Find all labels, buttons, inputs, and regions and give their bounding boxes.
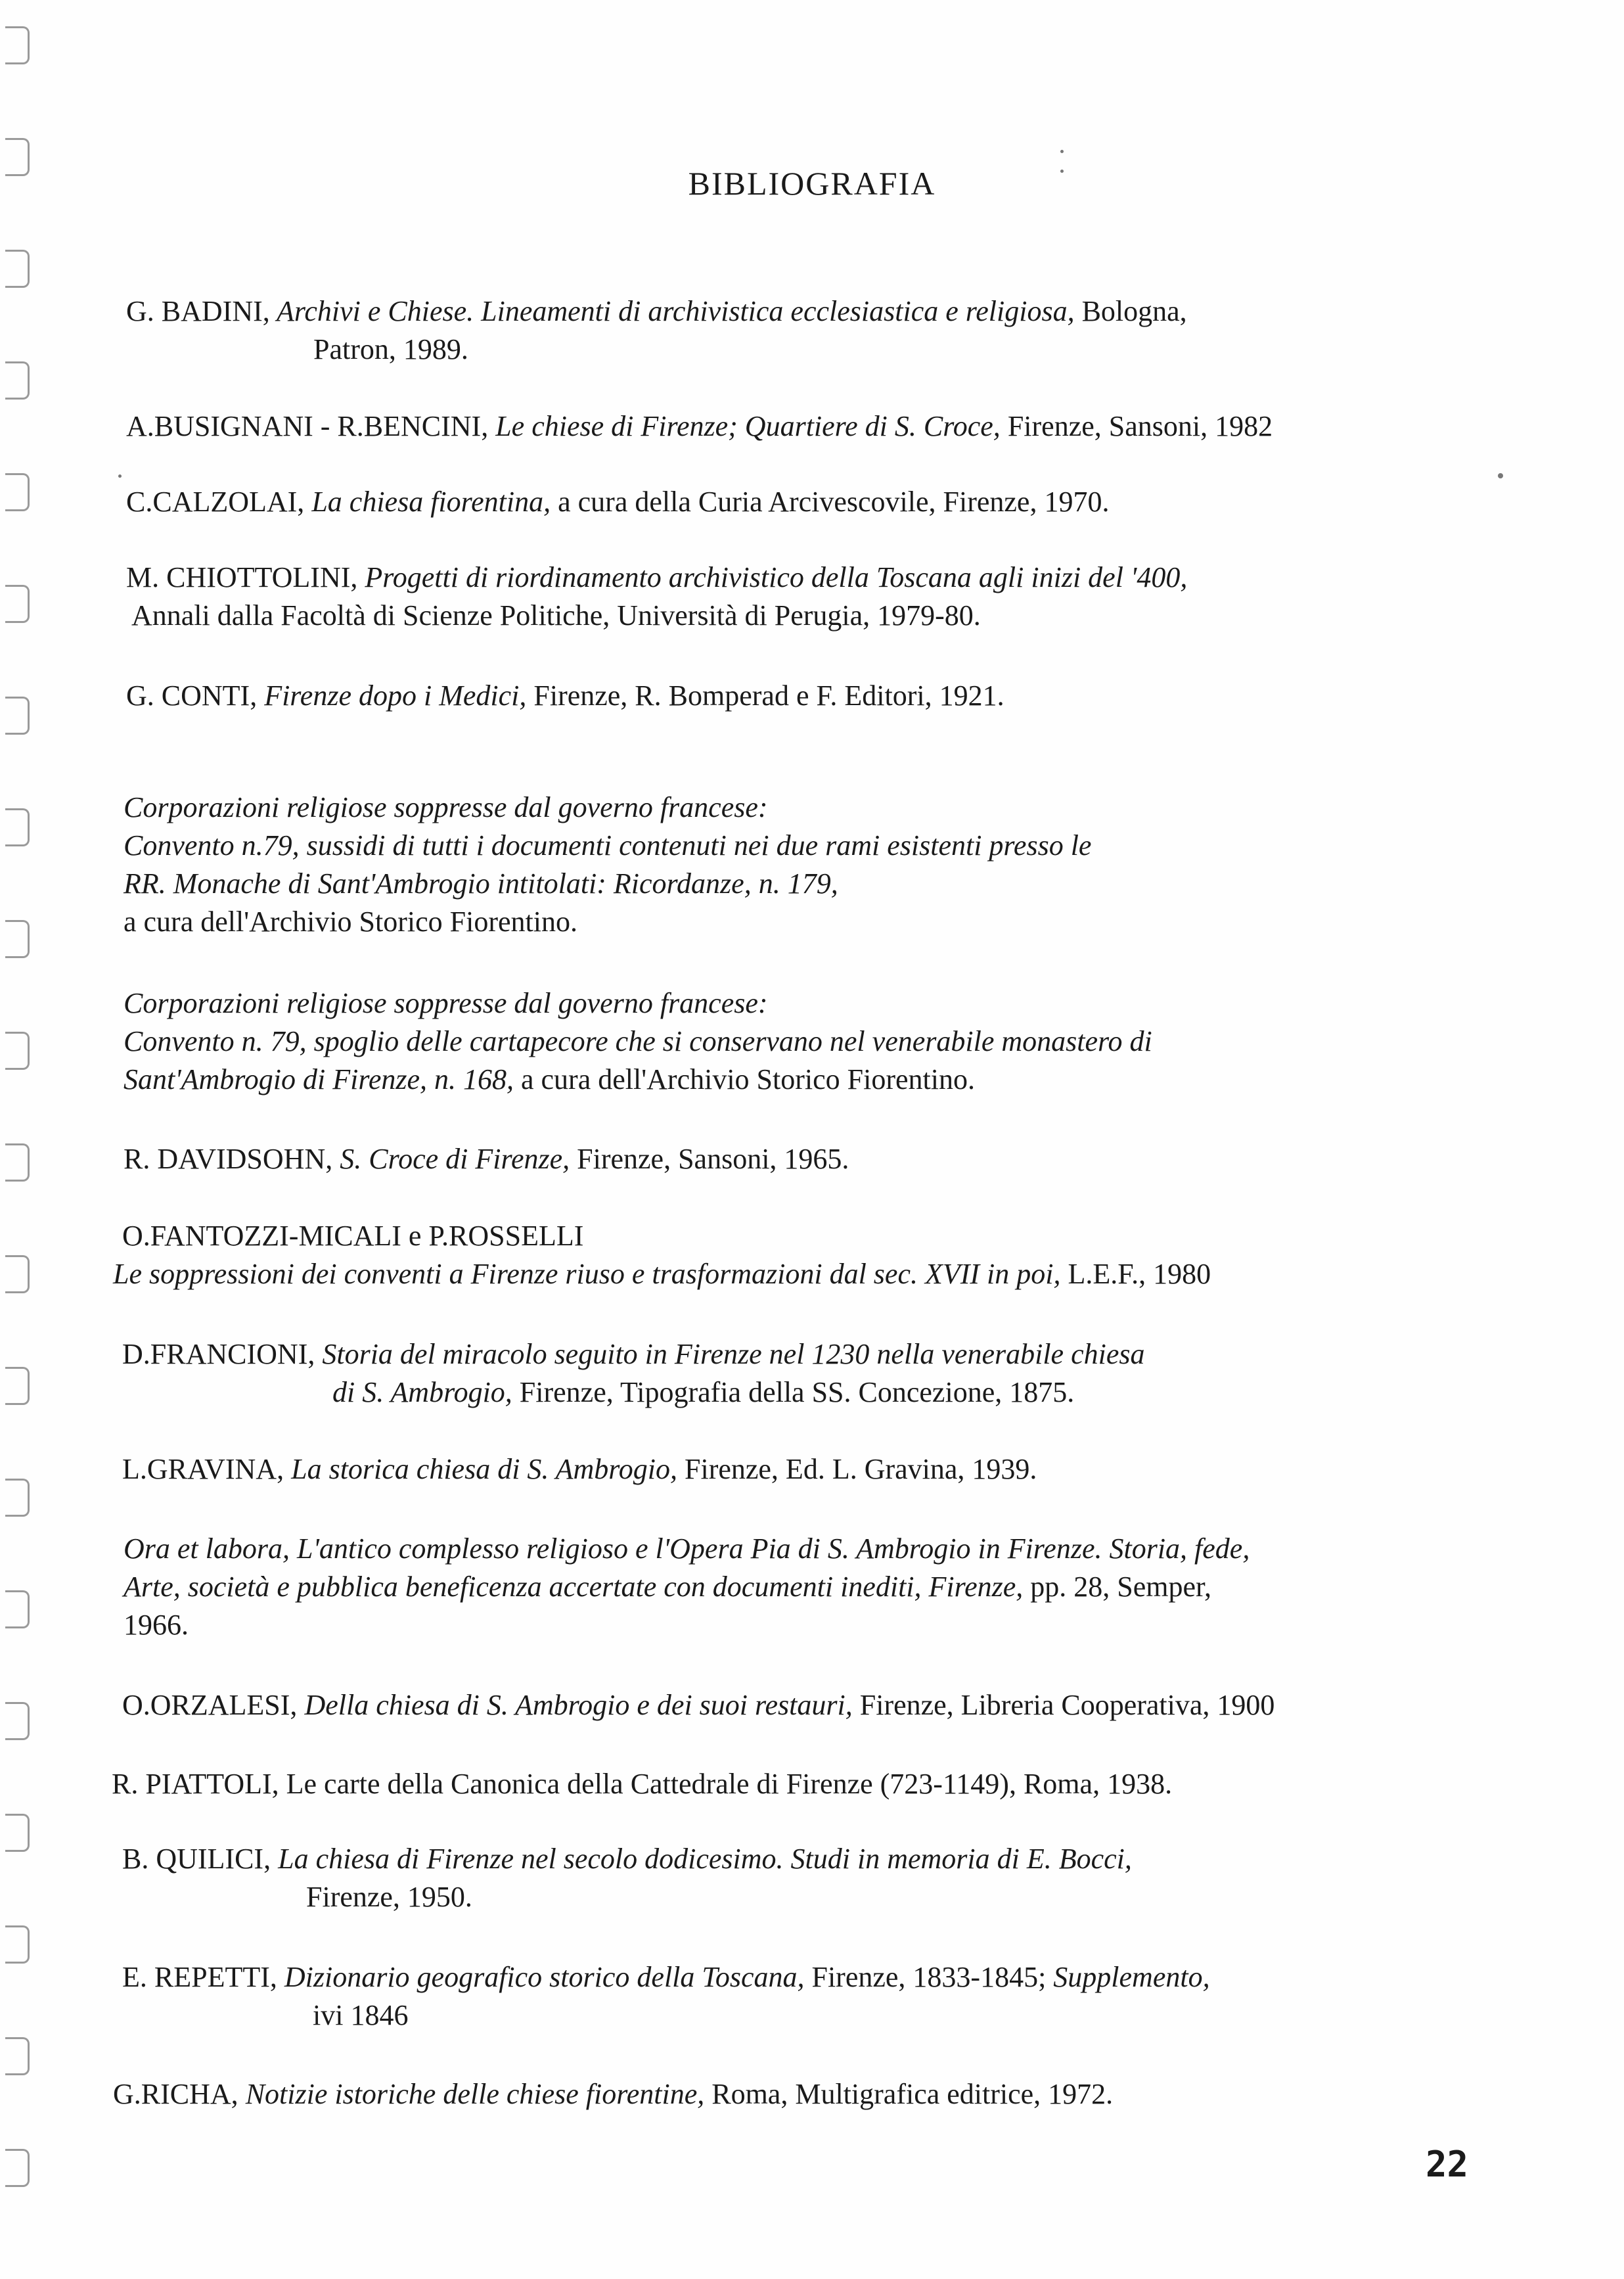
binding-ring: [5, 808, 30, 846]
entry-author: G.RICHA,: [113, 2078, 238, 2110]
bibliography-entry: [126, 559, 1187, 635]
page-number: 22: [1426, 2144, 1469, 2185]
entry-line: [113, 2075, 1113, 2113]
entry-publication: Roma, Multigrafica editrice, 1972.: [704, 2078, 1114, 2110]
binding-ring: [5, 2037, 30, 2075]
entry-line: [124, 1140, 849, 1178]
scan-speck: [118, 474, 122, 478]
entry-line: RR. Monache di Sant'Ambrogio intitolati: Ricordanze, n. 179,: [124, 867, 838, 900]
binding-ring: [5, 1479, 30, 1517]
binding-ring: [5, 1814, 30, 1852]
bibliography-entry: [122, 1450, 1037, 1488]
entry-line: Convento n.79, sussidi di tutti i documenti contenuti nei due rami esistenti presso le: [124, 829, 1092, 862]
page-title: BIBLIOGRAFIA: [688, 165, 936, 202]
entry-line: [124, 1061, 1152, 1099]
entry-title: Storia del miracolo seguito in Firenze nel 1230 nella venerabile chiesa: [315, 1338, 1145, 1370]
entry-publication: Firenze, R. Bomperad e F. Editori, 1921.: [526, 679, 1004, 712]
entry-title: Progetti di riordinamento archivistico della Toscana agli inizi del '400,: [357, 561, 1188, 593]
binding-ring: [5, 250, 30, 288]
entry-line: Convento n. 79, spoglio delle cartapecore che si conservano nel venerabile monastero di: [124, 1025, 1152, 1057]
entry-author: D.FRANCIONI,: [122, 1338, 315, 1370]
entry-line: [126, 677, 1004, 715]
entry-continuation: [122, 1373, 1145, 1412]
bibliography-entry: [126, 483, 1109, 521]
entry-title: Notizie istoriche delle chiese fiorentine,: [238, 2078, 705, 2110]
entry-title: La chiesa fiorentina,: [304, 486, 551, 518]
binding-ring: [5, 1367, 30, 1405]
entry-line: [122, 1335, 1145, 1373]
entry-line: [126, 407, 1273, 446]
entry-line: [122, 1958, 1210, 1996]
bibliography-entry: [122, 1840, 1132, 1916]
entry-title: Sant'Ambrogio di Firenze, n. 168,: [124, 1063, 514, 1095]
entry-author: R. PIATTOLI,: [112, 1768, 279, 1800]
entry-title: Arte, società e pubblica beneficenza accertate con documenti inediti, Firenze,: [124, 1571, 1024, 1603]
bibliography-entry: [124, 1530, 1250, 1644]
bibliography-entry: [126, 292, 1187, 369]
entry-author: B. QUILICI,: [122, 1843, 271, 1875]
entry-author: E. REPETTI,: [122, 1961, 277, 1993]
entry-title: Archivi e Chiese. Lineamenti di archivistica ecclesiastica e religiosa,: [269, 295, 1075, 327]
entry-author: M. CHIOTTOLINI,: [126, 561, 358, 593]
binding-ring: [5, 361, 30, 400]
binding-ring: [5, 473, 30, 511]
scan-speck: [1498, 473, 1503, 478]
entry-publication: Le carte della Canonica della Cattedrale di Firenze (723-1149), Roma, 1938.: [279, 1768, 1173, 1800]
entry-author: O.FANTOZZI-MICALI e P.ROSSELLI: [122, 1220, 584, 1252]
binding-ring: [5, 1925, 30, 1964]
entry-line: Corporazioni religiose soppresse dal governo francese:: [124, 987, 768, 1019]
entry-publication: pp. 28, Semper,: [1023, 1571, 1211, 1603]
entry-author: A.BUSIGNANI - R.BENCINI,: [126, 410, 489, 442]
bibliography-entry: [126, 407, 1273, 446]
entry-publication: Firenze, Tipografia della SS. Concezione, 1875.: [512, 1376, 1075, 1408]
entry-publication: a cura della Curia Arcivescovile, Firenze, 1970.: [551, 486, 1110, 518]
entry-author: C.CALZOLAI,: [126, 486, 305, 518]
binding-ring: [5, 26, 30, 64]
entry-publication: Firenze, Libreria Cooperativa, 1900: [852, 1689, 1275, 1721]
spiral-binding: [0, 0, 39, 2279]
binding-ring: [5, 585, 30, 623]
entry-line: [124, 1568, 1250, 1606]
entry-publication: Firenze, 1833-1845;: [804, 1961, 1047, 1993]
entry-continuation: Annali dalla Facoltà di Scienze Politiche, Università di Perugia, 1979-80.: [131, 599, 981, 632]
entry-line: [113, 1255, 1211, 1293]
entry-publication: a cura dell'Archivio Storico Fiorentino.: [514, 1063, 975, 1095]
bibliography-entry: [122, 1958, 1210, 2035]
entry-title: Dizionario geografico storico della Toscana,: [277, 1961, 805, 1993]
entry-publication: Firenze, Sansoni, 1982: [1000, 410, 1273, 442]
entry-title: Della chiesa di S. Ambrogio e dei suoi restauri,: [297, 1689, 853, 1721]
entry-title: La chiesa di Firenze nel secolo dodicesimo. Studi in memoria di E. Bocci,: [271, 1843, 1132, 1875]
entry-title: Le chiese di Firenze; Quartiere di S. Croce,: [488, 410, 1001, 442]
entry-title: Supplemento,: [1046, 1961, 1210, 1993]
entry-publication: Bologna,: [1074, 295, 1187, 327]
entry-author: G. CONTI,: [126, 679, 258, 712]
entry-author: L.GRAVINA,: [122, 1453, 284, 1485]
binding-ring: [5, 2149, 30, 2187]
binding-ring: [5, 697, 30, 735]
entry-line: Corporazioni religiose soppresse dal governo francese:: [124, 791, 768, 823]
entry-line: a cura dell'Archivio Storico Fiorentino.: [124, 906, 577, 938]
entry-title: di S. Ambrogio,: [332, 1376, 512, 1408]
binding-ring: [5, 920, 30, 958]
entry-line: [126, 559, 1187, 597]
entry-title: Firenze dopo i Medici,: [257, 679, 527, 712]
entry-title: S. Croce di Firenze,: [332, 1143, 570, 1175]
entry-line: 1966.: [124, 1609, 189, 1641]
bibliography-entry: [124, 1140, 849, 1178]
entry-continuation: Patron, 1989.: [313, 333, 468, 365]
entry-line: [112, 1765, 1172, 1803]
entry-publication: Firenze, Sansoni, 1965.: [570, 1143, 849, 1175]
entry-line: [122, 1686, 1274, 1724]
entry-author: R. DAVIDSOHN,: [124, 1143, 333, 1175]
bibliography-entry: [122, 1335, 1145, 1412]
bibliography-entry: [126, 677, 1004, 715]
bibliography-entry: [113, 1217, 1211, 1293]
binding-ring: [5, 1032, 30, 1070]
bibliography-entry: [124, 984, 1152, 1099]
entry-title: Ora et labora, L'antico complesso religioso e l'Opera Pia di S. Ambrogio in Firenze. Storia, fede,: [124, 1532, 1250, 1565]
bibliography-entry: [113, 2075, 1113, 2113]
bibliography-entry: [112, 1765, 1172, 1803]
entry-title: La storica chiesa di S. Ambrogio,: [284, 1453, 677, 1485]
entry-author: G. BADINI,: [126, 295, 270, 327]
bibliography-entry: [122, 1686, 1274, 1724]
entry-line: [122, 1450, 1037, 1488]
bibliography-entry: [124, 789, 1091, 941]
binding-ring: [5, 1143, 30, 1182]
entry-author: O.ORZALESI,: [122, 1689, 298, 1721]
binding-ring: [5, 1702, 30, 1740]
entry-line: [126, 483, 1109, 521]
entry-publication: L.E.F., 1980: [1060, 1258, 1211, 1290]
entry-line: [126, 292, 1187, 331]
entry-continuation: Firenze, 1950.: [306, 1881, 472, 1913]
entry-continuation: ivi 1846: [313, 1999, 409, 2031]
entry-line: [122, 1840, 1132, 1878]
binding-ring: [5, 1590, 30, 1628]
entry-publication: Firenze, Ed. L. Gravina, 1939.: [677, 1453, 1037, 1485]
entry-title: Le soppressioni dei conventi a Firenze riuso e trasformazioni dal sec. XVII in poi,: [113, 1258, 1061, 1290]
binding-ring: [5, 1255, 30, 1293]
scan-speck: [1060, 150, 1064, 153]
